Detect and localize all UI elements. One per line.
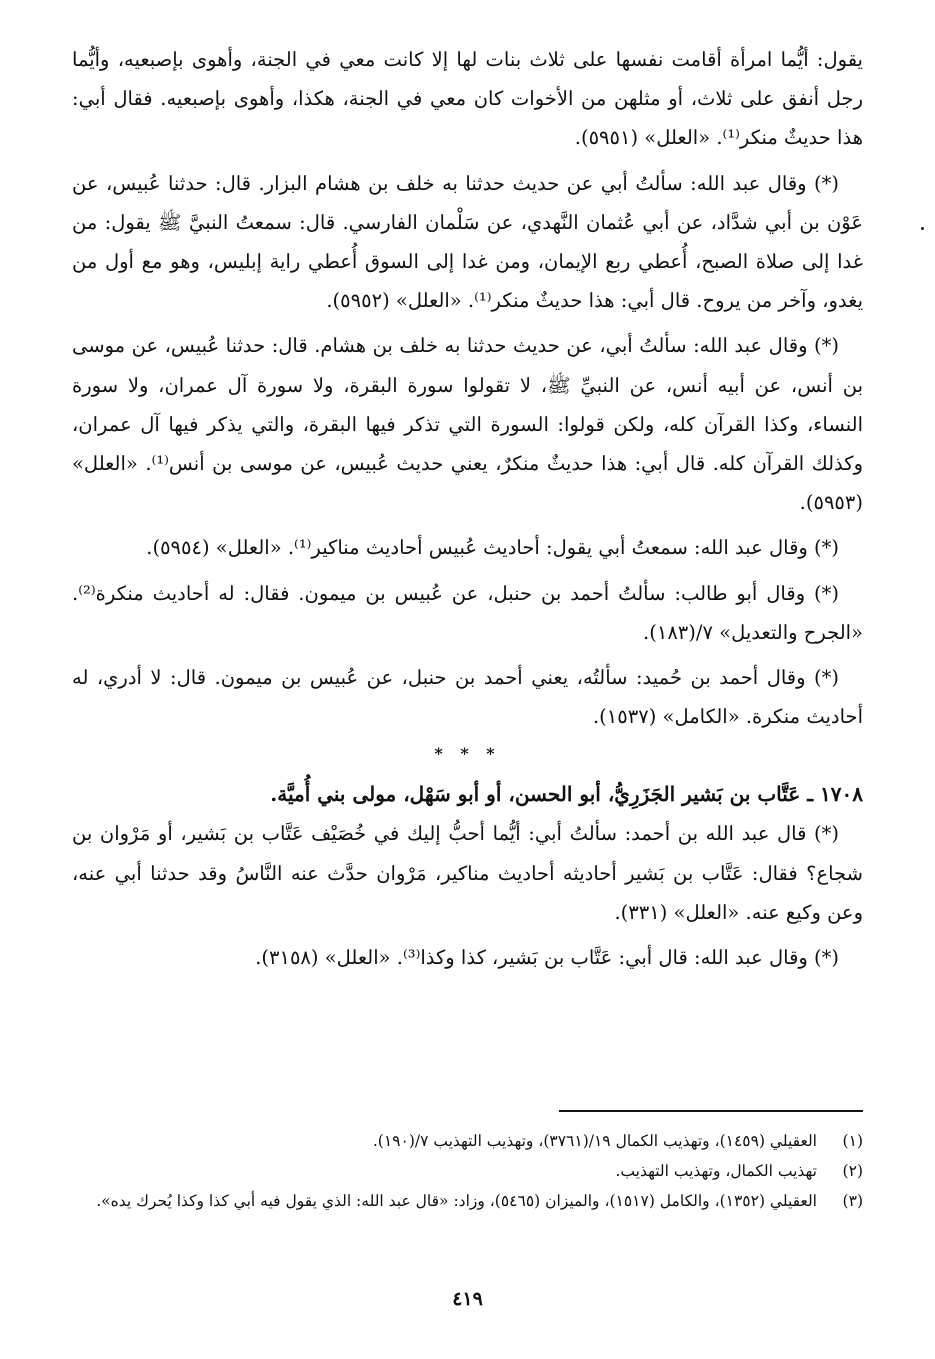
entry-paragraph-1: (*) قال عبد الله بن أحمد: سألتُ أبي: أيُّما أحبُّ إليك في خُصَيْف عَتَّاب بن بَشير، أو مَرْوان بن شجاع؟ فقال: عَتَّاب بن بَشير أحاديثه أحاديث مناكير، مَرْوان حدَّث عنه النَّاسُ وقد حدثنا أبي عنه، وعن وكيع عنه. «العلل» (٣٣١). [72,822,863,924]
entry-text [72,814,863,977]
paragraph-3: (*) وقال عبد الله: سألتُ أبي، عن حديث حدثنا به خلف بن هشام. قال: حدثنا عُبيس، عن موسى بن أنس، عن أبيه أنس، عن النبيِّ ﷺ، لا تقولوا سورة البقرة، ولا سورة آل عمران، ولا سورة النساء، وكذا القرآن كله، ولكن قولوا: السورة التي تذكر فيها البقرة، والتي يذكر فيها آل عمران، وكذلك القرآن كله. قال أبي: هذا حديثٌ منكرٌ، يعني حديث عُبيس، عن موسى بن أنس⁽¹⁾. «العلل» (٥٩٥٣). [72,334,863,515]
footnote-1 [72,1126,863,1156]
entry-paragraph-2: (*) وقال عبد الله: قال أبي: عَتَّاب بن بَشير، كذا وكذا⁽³⁾. «العلل» (٣١٥٨). [255,946,839,970]
footnote-2 [72,1156,863,1186]
footnote-text: تهذيب الكمال، وتهذيب التهذيب. [615,1162,817,1180]
page-body [72,40,863,977]
main-text [72,40,863,736]
margin-dot [921,227,924,230]
paragraph-2: (*) وقال عبد الله: سألتُ أبي عن حديث حدثنا به خلف بن هشام البزار. قال: حدثنا عُبيس، عن عَوْن بن أبي شدَّاد، عن أبي عُثمان النَّهدي، عن سَلْمان الفارسي. قال: سمعتُ النبيَّ ﷺ يقول: من غدا إلى صلاة الصبح، أُعطي ربع الإيمان، ومن غدا إلى السوق أُعطي راية إبليس، وهو مع أول من يغدو، وآخر من يروح. قال أبي: هذا حديثٌ منكر⁽¹⁾. «العلل» (٥٩٥٢). [72,171,863,313]
paragraph-1: يقول: أيُّما امرأة أقامت نفسها على ثلاث بنات لها إلا كانت معي في الجنة، وأهوى بإصبعيه، وأيُّما رجل أنفق على ثلاث، أو مثلهن من الأخوات كان معي في الجنة، هكذا، وأهوى بإصبعيه. فقال أبي: هذا حديثٌ منكر⁽¹⁾. «العلل» (٥٩٥١). [72,48,863,150]
entry-title: ١٧٠٨ ـ عَتَّاب بن بَشير الجَزَرِيُّ، أبو الحسن، أو أبو سَهْل، مولى بني أُميَّة. [270,782,863,807]
footnote-text: العقيلي (١٣٥٢)، والكامل (١٥١٧)، والميزان (٥٤٦٥)، وزاد: «قال عبد الله: الذي يقول فيه أبي كذا وكذا يُحرك يده». [96,1192,817,1210]
footnote-number: (٢) [842,1162,863,1180]
footnote-3 [72,1186,863,1216]
paragraph-6: (*) وقال أحمد بن حُميد: سألتُه، يعني أحمد بن حنبل، عن عُبيس بن ميمون. قال: لا أدري، له أحاديث منكرة. «الكامل» (١٥٣٧). [72,666,863,729]
section-separator: * * * [434,744,501,764]
footnote-text: العقيلي (١٤٥٩)، وتهذيب الكمال ١٩/(٣٧٦١)، وتهذيب التهذيب ٧/(١٩٠). [372,1132,817,1150]
footnote-divider [559,1110,863,1112]
footnote-number: (٣) [842,1192,863,1210]
footnote-number: (١) [842,1132,863,1150]
paragraph-5: (*) وقال أبو طالب: سألتُ أحمد بن حنبل، عن عُبيس بن ميمون. فقال: له أحاديث منكرة⁽²⁾. «الجرح والتعديل» ٧/(١٨٣). [72,581,863,644]
footnotes [72,1126,863,1216]
page-number: ٤١٩ [452,1288,483,1310]
paragraph-4: (*) وقال عبد الله: سمعتُ أبي يقول: أحاديث عُبيس أحاديث مناكير⁽¹⁾. «العلل» (٥٩٥٤). [146,536,839,560]
